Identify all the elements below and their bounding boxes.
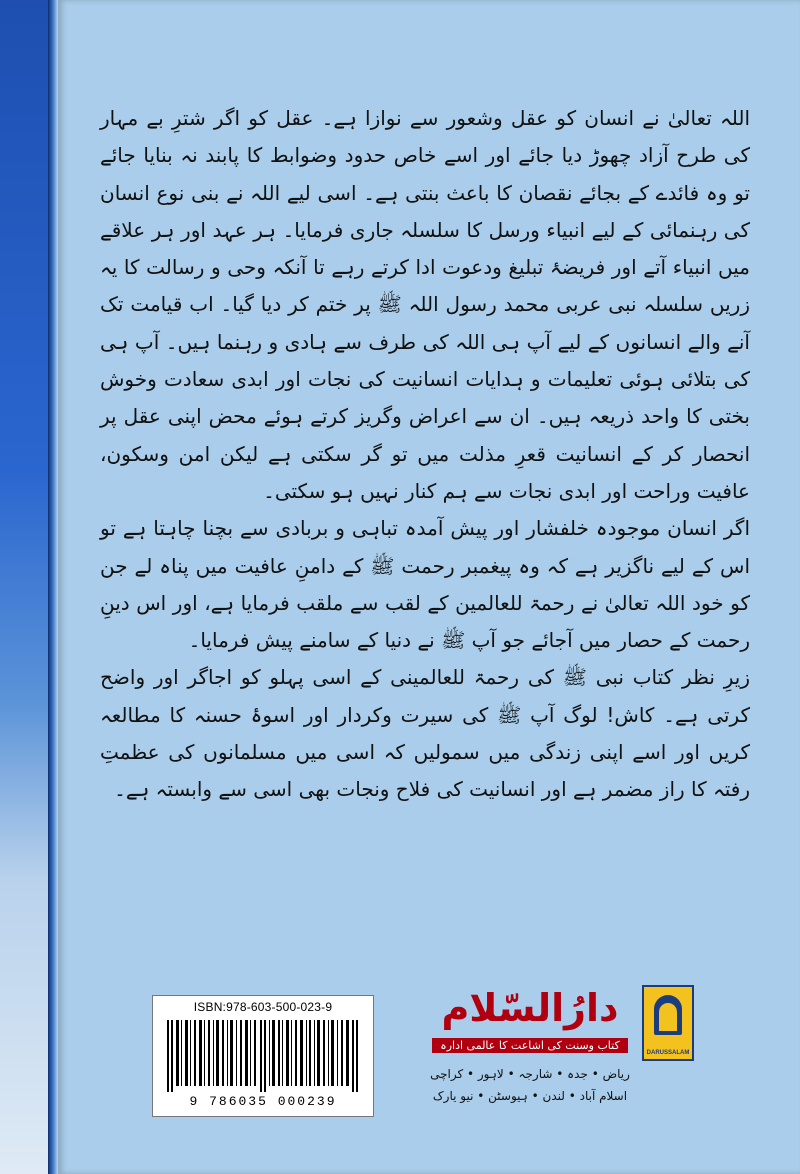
logo-arch — [659, 1003, 677, 1031]
publisher-cities — [420, 1063, 640, 1107]
logo-label: DARUSSALAM — [646, 1050, 690, 1056]
spine-edge — [48, 0, 58, 1174]
blurb-paragraph-3: زیرِ نظر کتاب نبی ﷺ کی رحمۃ للعالمینی کے اسی پہلو کو اجاگر اور واضح کرتی ہے۔ کاش! لوگ آپ ﷺ کی سیرت وکردار اور اسوۂ حسنہ کا مطالعہ کریں اور اسے اپنی زندگی میں سمولیں کہ اسی میں مسلمانوں کی عظمتِ رفتہ کا راز مضمر ہے اور انسانیت کی فلاح ونجات بھی اسی سے وابستہ ہے۔ — [100, 665, 750, 802]
publisher-cities-line-2: اسلام آباد • لندن • ہیوسٹن • نیو یارک — [432, 1089, 628, 1103]
publisher-tagline: کتاب وسنت کی اشاعت کا عالمی ادارہ — [432, 1038, 627, 1053]
publisher-cities-line-1: ریاض • جدہ • شارجہ • لاہور • کراچی — [430, 1067, 630, 1081]
publisher-name: دارُالسّلام — [441, 986, 619, 1030]
blurb-paragraph-2: اگر انسان موجودہ خلفشار اور پیش آمدہ تباہی و بربادی سے بچنا چاہتا ہے تو اس کے لیے ناگزیر ہے کہ وہ پیغمبر رحمت ﷺ کے دامنِ عافیت میں پناہ لے جن کو خود اللہ تعالیٰ نے رحمۃ للعالمین کے لقب سے ملقب فرمایا ہے، اور اس دینِ رحمت کے حصار میں آجائے جو آپ ﷺ نے دنیا کے سامنے پیش فرمایا۔ — [100, 516, 750, 653]
isbn-barcode-box — [152, 995, 374, 1117]
publisher-block — [420, 982, 640, 1107]
barcode-digits: 9 786035 000239 — [189, 1094, 337, 1109]
publisher-logo-icon — [642, 985, 694, 1061]
blurb-paragraph-1: اللہ تعالیٰ نے انسان کو عقل وشعور سے نوازا ہے۔ عقل کو اگر شترِ بے مہار کی طرح آزاد چھوڑ دیا جائے اور اسے خاص حدود وضوابط کا پابند نہ بنایا جائے تو وہ فائدے کے بجائے نقصان کا باعث بنتی ہے۔ اسی لیے اللہ نے بنی نوع انسان کی رہنمائی کے لیے انبیاء ورسل کا سلسلہ جاری فرمایا۔ ہر عہد اور ہر علاقے میں انبیاء آتے اور فریضۂ تبلیغ ودعوت ادا کرتے رہے تا آنکہ وحی و رسالت کا یہ زریں سلسلہ نبی عربی محمد رسول اللہ ﷺ پر ختم کر دیا گیا۔ اب قیامت تک آنے والے انسانوں کے لیے آپ ہی اللہ کی طرف سے ہادی و رہنما ہیں۔ آپ ہی کی بتلائی ہوئی تعلیمات و ہدایات انسانیت کی نجات اور ابدی سعادت وخوش بختی کا واحد ذریعہ ہیں۔ ان سے اعراض وگریز کرتے ہوئے محض اپنی عقل پر انحصار کر کے انسانیت قعرِ مذلت میں تو گر سکتی ہے لیکن امن وسکون، عافیت وراحت اور ابدی نجات سے ہم کنار نہیں ہو سکتی۔ — [100, 106, 750, 503]
blurb-text — [100, 100, 750, 809]
barcode-icon — [163, 1020, 363, 1092]
isbn-label: ISBN:978-603-500-023-9 — [193, 1000, 333, 1014]
